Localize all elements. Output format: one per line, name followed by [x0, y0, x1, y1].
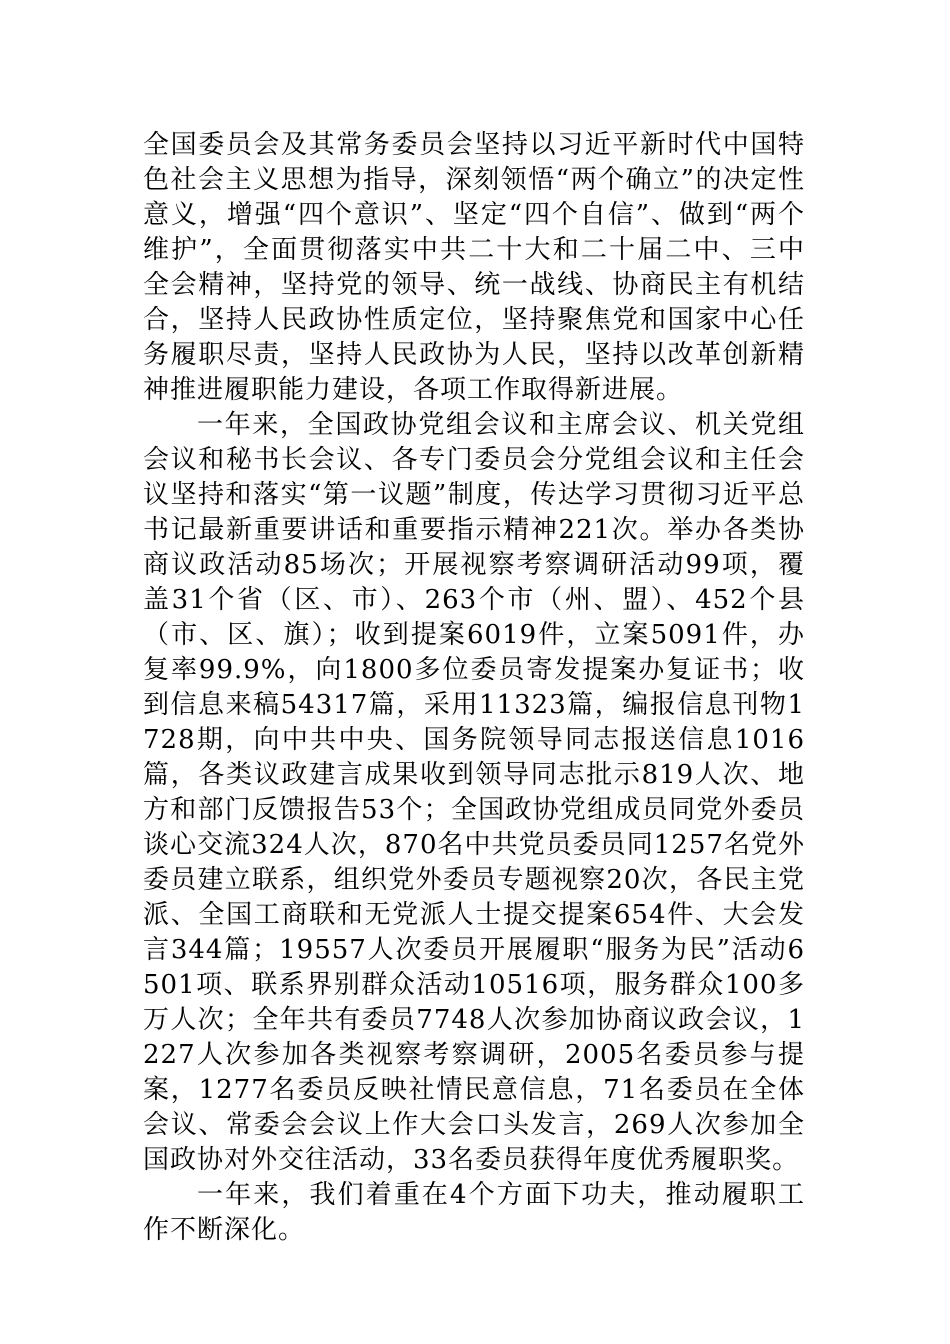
paragraph-statistics: 一年来，全国政协党组会议和主席会议、机关党组会议和秘书长会议、各专门委员会分党组会议和主任会议坚持和落实“第一议题”制度，传达学习贯彻习近平总书记最新重要讲话和重要指示精神221次。举办各类协商议政活动85场次；开展视察考察调研活动99项，覆盖31个省（区、市）、263个市（州、盟）、452个县（市、区、旗）；收到提案6019件，立案5091件，办复率99.9%，向1800多位委员寄发提案办复证书；收到信息来稿54317篇，采用11323篇，编报信息刊物1728期，向中共中央、国务院领导同志报送信息1016篇，各类议政建言成果收到领导同志批示819人次、地方和部门反馈报告53个；全国政协党组成员同党外委员谈心交流324人次，870名中共党员委员同1257名党外委员建立联系，组织党外委员专题视察20次，各民主党派、全国工商联和无党派人士提交提案654件、大会发言344篇；19557人次委员开展履职“服务为民”活动6501项、联系界别群众活动10516项，服务群众100多万人次；全年共有委员7748人次参加协商议政会议，1227人次参加各类视察考察调研，2005名委员参与提案，1277名委员反映社情民意信息，71名委员在全体会议、常委会会议上作大会口头发言，269人次参加全国政协对外交往活动，33名委员获得年度优秀履职奖。: [143, 410, 805, 1175]
paragraph-intro: 全国委员会及其常务委员会坚持以习近平新时代中国特色社会主义思想为指导，深刻领悟“两个确立”的决定性意义，增强“四个意识”、坚定“四个自信”、做到“两个维护”，全面贯彻落实中共二十大和二十届二中、三中全会精神，坚持党的领导、统一战线、协商民主有机结合，坚持人民政协性质定位，坚持聚焦党和国家中心任务履职尽责，坚持人民政协为人民，坚持以改革创新精神推进履职能力建设，各项工作取得新进展。: [143, 130, 805, 405]
document-body: [143, 128, 805, 1248]
paragraph-summary: 一年来，我们着重在4个方面下功夫，推动履职工作不断深化。: [143, 1180, 805, 1245]
